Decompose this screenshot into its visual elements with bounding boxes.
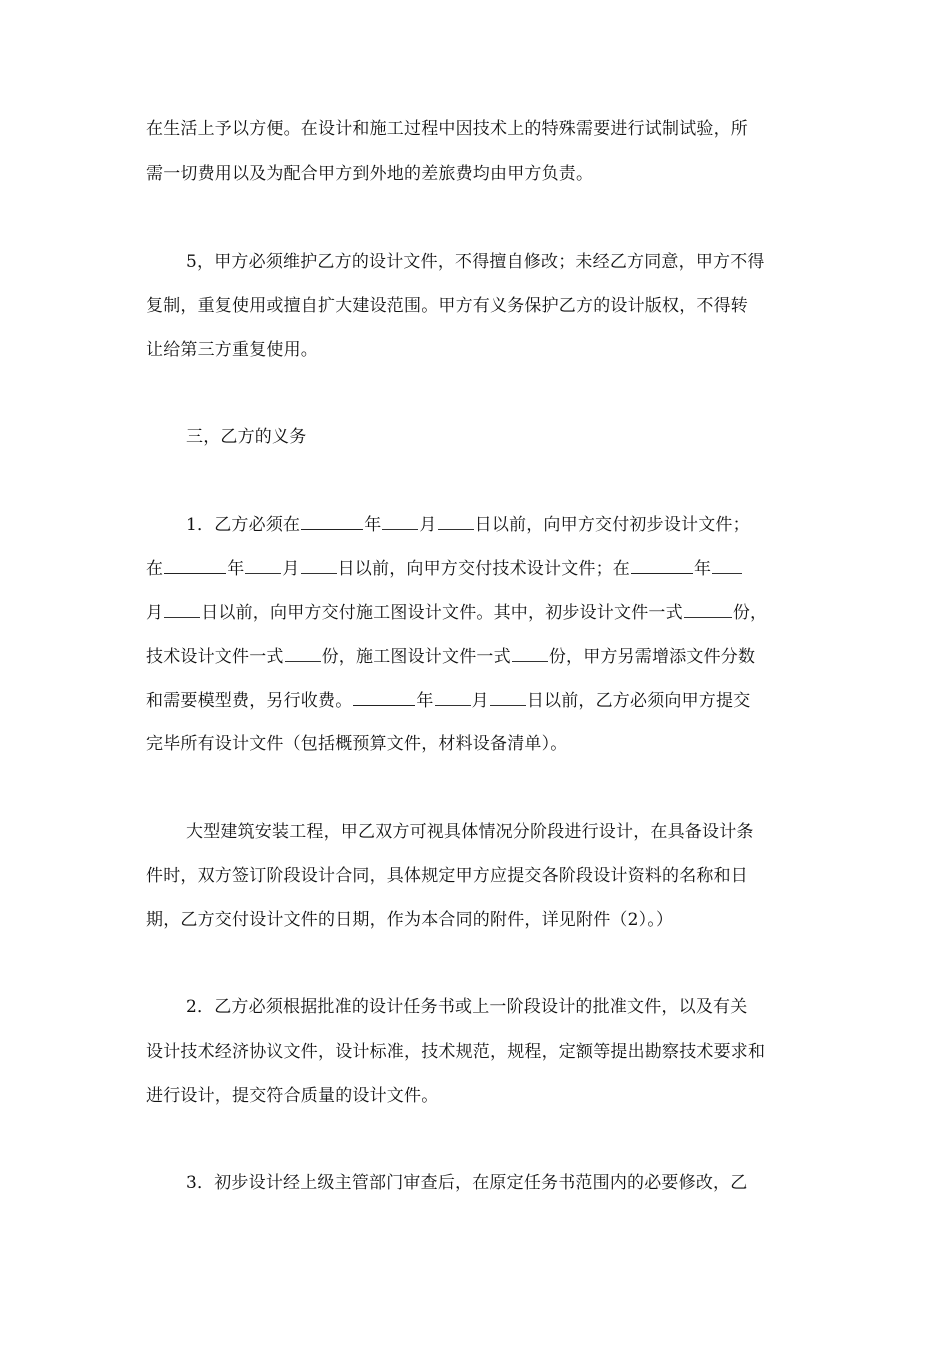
fill-blank [631, 557, 693, 574]
text-line: 在生活上予以方便。在设计和施工过程中因技术上的特殊需要进行试制试验，所 [146, 119, 748, 139]
text-line [186, 513, 750, 536]
text-segment: 完毕所有设计文件（包括概预算文件，材料设备清单）。 [146, 734, 568, 754]
text-line [146, 645, 755, 668]
section-heading: 三，乙方的义务 [186, 427, 307, 447]
text-line [146, 601, 767, 624]
text-line: 大型建筑安装工程，甲乙双方可视具体情况分阶段进行设计，在具备设计条 [186, 822, 754, 842]
text-segment: 份， [732, 603, 768, 623]
text-line: 设计技术经济协议文件，设计标准，技术规范，规程，定额等提出勘察技术要求和 [146, 1042, 766, 1062]
text-segment: 日以前，向甲方交付技术设计文件；在 [337, 559, 631, 579]
fill-blank [245, 557, 281, 574]
fill-blank [353, 689, 415, 706]
fill-blank [512, 645, 548, 662]
text-segment: 月 [146, 603, 164, 623]
text-segment: 年 [364, 515, 382, 535]
text-segment: 年 [416, 691, 434, 711]
text-segment: 和需要模型费，另行收费。 [146, 691, 353, 711]
fill-blank [164, 601, 200, 618]
text-segment: 月 [282, 559, 300, 579]
fill-blank [438, 513, 474, 530]
text-segment: 年 [694, 559, 712, 579]
fill-blank [435, 689, 471, 706]
text-segment: 1．乙方必须在 [186, 515, 301, 535]
text-segment: 年 [227, 559, 245, 579]
text-line: 3．初步设计经上级主管部门审查后，在原定任务书范围内的必要修改，乙 [186, 1173, 748, 1193]
text-line [146, 733, 568, 755]
fill-blank [712, 557, 742, 574]
text-line [146, 557, 743, 580]
fill-blank [382, 513, 418, 530]
text-line: 进行设计，提交符合质量的设计文件。 [146, 1086, 439, 1106]
fill-blank [490, 689, 526, 706]
text-segment: 日以前，乙方必须向甲方提交 [526, 691, 751, 711]
text-segment: 月 [471, 691, 489, 711]
text-segment: 份，甲方另需增添文件分数 [548, 647, 756, 667]
text-segment: 日以前，向甲方交付初步设计文件； [474, 515, 750, 535]
text-line: 2．乙方必须根据批准的设计任务书或上一阶段设计的批准文件，以及有关 [186, 997, 748, 1017]
text-segment: 月 [419, 515, 437, 535]
text-line: 期，乙方交付设计文件的日期，作为本合同的附件，详见附件（2）。） [146, 910, 674, 930]
fill-blank [301, 557, 337, 574]
fill-blank [684, 601, 732, 618]
fill-blank [285, 645, 321, 662]
text-line [146, 689, 750, 712]
fill-blank [164, 557, 226, 574]
text-line: 件时，双方签订阶段设计合同，具体规定甲方应提交各阶段设计资料的名称和日 [146, 866, 748, 886]
text-segment: 份，施工图设计文件一式 [321, 647, 511, 667]
text-line: 复制，重复使用或擅自扩大建设范围。甲方有义务保护乙方的设计版权，不得转 [146, 296, 748, 316]
text-segment: 日以前，向甲方交付施工图设计文件。其中，初步设计文件一式 [201, 603, 683, 623]
text-segment: 技术设计文件一式 [146, 647, 284, 667]
text-segment: 在 [146, 559, 164, 579]
text-line: 让给第三方重复使用。 [146, 340, 318, 360]
fill-blank [301, 513, 363, 530]
text-line: 5，甲方必须维护乙方的设计文件，不得擅自修改；未经乙方同意，甲方不得 [186, 252, 765, 272]
text-line: 需一切费用以及为配合甲方到外地的差旅费均由甲方负责。 [146, 164, 594, 184]
